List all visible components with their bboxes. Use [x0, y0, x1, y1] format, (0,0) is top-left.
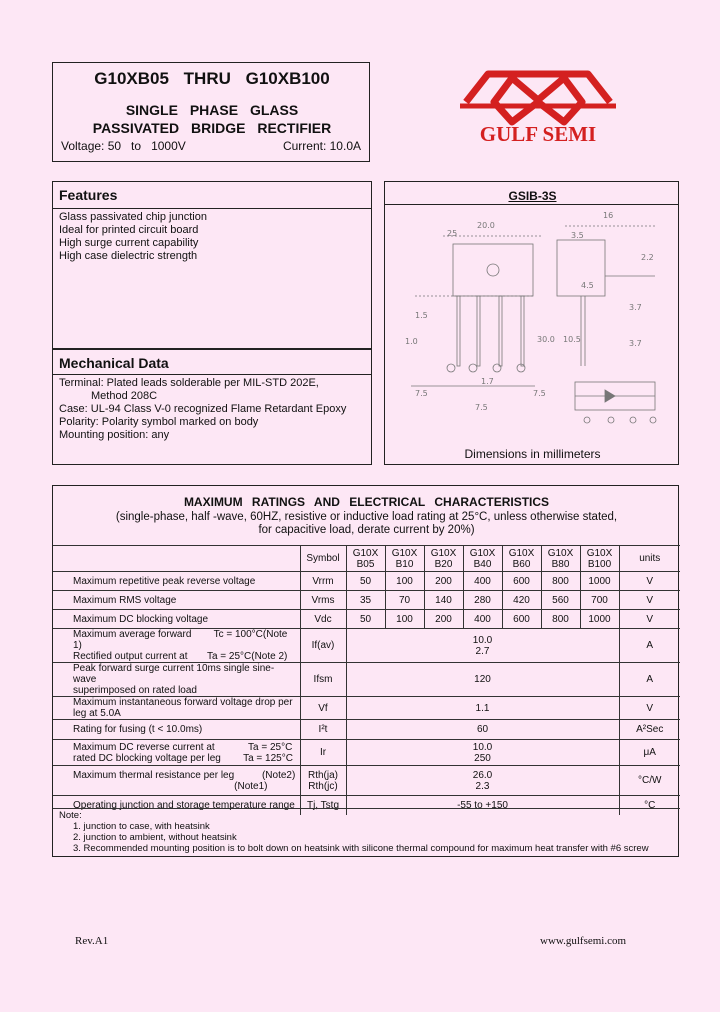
dim-label: 10.5 — [563, 335, 581, 344]
value-cell: 280 — [463, 591, 502, 610]
value-cell: 60 — [346, 720, 619, 740]
header-model-cell: G10X B80 — [541, 546, 580, 572]
dim-label: 30.0 — [537, 335, 555, 344]
unit-cell: V — [619, 591, 680, 610]
mechanical-section — [52, 349, 372, 465]
value-cell: 100 — [385, 572, 424, 591]
value-cell: 1000 — [580, 572, 619, 591]
header-model-cell: G10X B20 — [424, 546, 463, 572]
mechanical-item: Method 208C — [91, 390, 158, 402]
unit-cell: °C/W — [619, 766, 680, 796]
value-cell: 26.0 2.3 — [346, 766, 619, 796]
value-cell: 35 — [346, 591, 385, 610]
value-cell: 600 — [502, 572, 541, 591]
dim-label: 1.0 — [405, 337, 418, 346]
dim-label: 7.5 — [475, 403, 488, 412]
value-cell: 50 — [346, 572, 385, 591]
value-cell: 10.0 2.7 — [346, 629, 619, 663]
dim-label: 4.5 — [581, 281, 594, 290]
value-cell: 800 — [541, 572, 580, 591]
parameter-cell: Operating junction and storage temperature range — [53, 796, 300, 815]
value-cell: 10.0 250 — [346, 740, 619, 766]
mechanical-list — [59, 377, 346, 442]
symbol-cell: Vrrm — [300, 572, 346, 591]
ratings-table — [53, 545, 680, 815]
notes — [53, 808, 680, 854]
parameter-cell: Maximum DC blocking voltage — [53, 610, 300, 629]
dim-label: 7.5 — [533, 389, 546, 398]
parameter-cell: Maximum instantaneous forward voltage drop per leg at 5.0A — [53, 697, 300, 720]
note-item: 1. junction to case, with heatsink — [73, 821, 210, 832]
unit-cell: °C — [619, 796, 680, 815]
mechanical-item: Case: UL-94 Class V-0 recognized Flame Retardant Epoxy — [59, 403, 347, 415]
symbol-cell: Vf — [300, 697, 346, 720]
value-cell: 140 — [424, 591, 463, 610]
table-row — [53, 610, 680, 629]
header-units-cell: units — [619, 546, 680, 572]
revision-label: Rev.A1 — [75, 935, 109, 947]
dim-label: 16 — [603, 211, 614, 220]
voltage-spec: Voltage: 50 to 1000V — [61, 139, 186, 153]
header-parameter-cell — [53, 546, 300, 572]
ratings-subtitle: (single-phase, half -wave, 60HZ, resistive or inductive load rating at 25°C, unless otherwise stated, — [115, 511, 618, 523]
value-cell: 100 — [385, 610, 424, 629]
header-model-cell: G10X B60 — [502, 546, 541, 572]
table-row — [53, 720, 680, 740]
value-cell: 1.1 — [346, 697, 619, 720]
value-cell: 200 — [424, 610, 463, 629]
symbol-cell: If(av) — [300, 629, 346, 663]
value-cell: 420 — [502, 591, 541, 610]
value-cell: 70 — [385, 591, 424, 610]
table-row — [53, 697, 680, 720]
parameter-cell: Maximum DC reverse current at Ta = 25°C rated DC blocking voltage per leg Ta = 125°C — [53, 740, 300, 766]
table-header-row — [53, 546, 680, 572]
table-row — [53, 766, 680, 796]
unit-cell: A²Sec — [619, 720, 680, 740]
mechanical-item: Terminal: Plated leads solderable per MIL-STD 202E, — [59, 377, 319, 389]
dim-label: 1.5 — [415, 311, 428, 320]
value-cell: 800 — [541, 610, 580, 629]
package-outline-drawing — [385, 206, 680, 442]
value-cell: 120 — [346, 663, 619, 697]
value-cell: 400 — [463, 572, 502, 591]
table-row — [53, 572, 680, 591]
dim-label: 3.7 — [629, 339, 642, 348]
feature-item: Ideal for printed circuit board — [59, 224, 199, 236]
symbol-cell: Vdc — [300, 610, 346, 629]
parameter-cell: Peak forward surge current 10ms single sine-wave superimposed on rated load — [53, 663, 300, 697]
part-number-title: G10XB05 THRU G10XB100 — [94, 69, 330, 88]
features-list — [59, 211, 207, 263]
parameter-cell: Maximum RMS voltage — [53, 591, 300, 610]
table-row — [53, 629, 680, 663]
notes-title: Note: — [59, 810, 82, 821]
unit-cell: A — [619, 629, 680, 663]
dim-label: 3.5 — [571, 231, 584, 240]
package-section — [384, 181, 679, 465]
ratings-title: MAXIMUM RATINGS AND ELECTRICAL CHARACTERISTICS — [183, 495, 550, 509]
note-item: 3. Recommended mounting position is to bolt down on heatsink with silicone thermal compound for maximum heat transfer with #6 screw — [73, 843, 649, 854]
value-cell: 560 — [541, 591, 580, 610]
product-description-line1: SINGLE PHASE GLASS — [125, 102, 299, 118]
product-description — [53, 101, 371, 137]
parameter-cell: Maximum thermal resistance per leg (Note2) (Note1) — [53, 766, 300, 796]
dim-label: 3.7 — [629, 303, 642, 312]
value-cell: 400 — [463, 610, 502, 629]
dim-label: 1.7 — [481, 377, 494, 386]
unit-cell: V — [619, 572, 680, 591]
symbol-cell: Ifsm — [300, 663, 346, 697]
unit-cell: μA — [619, 740, 680, 766]
ratings-section — [52, 485, 679, 857]
mechanical-heading: Mechanical Data — [59, 355, 169, 371]
symbol-cell: Rth(ja) Rth(jc) — [300, 766, 346, 796]
feature-item: High case dielectric strength — [59, 250, 198, 262]
dim-label: 25 — [447, 229, 458, 238]
header-model-cell: G10X B05 — [346, 546, 385, 572]
symbol-cell: I²t — [300, 720, 346, 740]
value-cell: 700 — [580, 591, 619, 610]
dimensions-caption: Dimensions in millimeters — [464, 447, 601, 461]
table-row — [53, 740, 680, 766]
feature-item: Glass passivated chip junction — [59, 211, 207, 223]
mechanical-item: Mounting position: any — [59, 429, 170, 441]
table-row — [53, 591, 680, 610]
ratings-subtitle: for capacitive load, derate current by 20%) — [258, 524, 475, 536]
header-model-cell: G10X B10 — [385, 546, 424, 572]
header-model-cell: G10X B100 — [580, 546, 619, 572]
unit-cell: V — [619, 697, 680, 720]
feature-item: High surge current capability — [59, 237, 199, 249]
symbol-cell: Vrms — [300, 591, 346, 610]
dim-label: 7.5 — [415, 389, 428, 398]
title-box — [52, 62, 370, 162]
value-cell: 1000 — [580, 610, 619, 629]
parameter-cell: Maximum repetitive peak reverse voltage — [53, 572, 300, 591]
company-name: GULF SEMI — [479, 122, 597, 146]
value-cell: 50 — [346, 610, 385, 629]
unit-cell: V — [619, 610, 680, 629]
parameter-cell: Maximum average forward Tc = 100°C(Note 1) Rectified output current at Ta = 25°C(Note 2) — [53, 629, 300, 663]
symbol-cell: Tj, Tstg — [300, 796, 346, 815]
dim-label: 20.0 — [477, 221, 495, 230]
current-spec: Current: 10.0A — [282, 139, 361, 153]
value-cell: 200 — [424, 572, 463, 591]
unit-cell: A — [619, 663, 680, 697]
features-heading: Features — [59, 187, 118, 203]
product-description-line2: PASSIVATED BRIDGE RECTIFIER — [92, 120, 332, 136]
package-name: GSIB-3S — [508, 189, 557, 203]
website-link[interactable]: www.gulfsemi.com — [540, 935, 627, 947]
header-model-cell: G10X B40 — [463, 546, 502, 572]
note-item: 2. junction to ambient, without heatsink — [73, 832, 237, 843]
header-symbol-cell: Symbol — [300, 546, 346, 572]
features-section — [52, 181, 372, 349]
symbol-cell: Ir — [300, 740, 346, 766]
value-cell: -55 to +150 — [346, 796, 619, 815]
dim-label: 2.2 — [641, 253, 654, 262]
parameter-cell: Rating for fusing (t < 10.0ms) — [53, 720, 300, 740]
value-cell: 600 — [502, 610, 541, 629]
mechanical-item: Polarity: Polarity symbol marked on body — [59, 416, 259, 428]
table-row — [53, 663, 680, 697]
